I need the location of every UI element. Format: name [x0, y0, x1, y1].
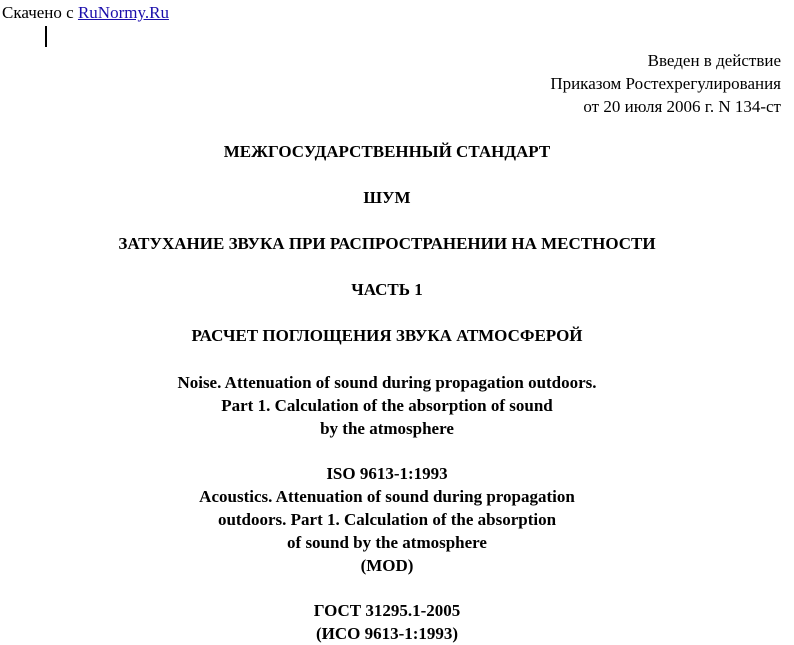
subject-heading: ЗАТУХАНИЕ ЗВУКА ПРИ РАСПРОСТРАНЕНИИ НА МЕСТНОСТИ: [118, 234, 656, 253]
runormy-link[interactable]: RuNormy.Ru: [77, 3, 169, 22]
iso-code: ISO 9613-1:1993: [326, 464, 448, 483]
iso-title-line-1: Acoustics. Attenuation of sound during propagation: [199, 487, 575, 506]
english-title-line-3: by the atmosphere: [320, 419, 454, 438]
gost-block: [0, 599, 784, 645]
topic-heading: ШУМ: [363, 188, 411, 207]
text-cursor: [45, 26, 47, 47]
source-prefix: Скачено с: [2, 3, 78, 22]
enactment-line-3: от 20 июля 2006 г. N 134-ст: [583, 97, 781, 116]
iso-title-line-3: of sound by the atmosphere: [287, 533, 487, 552]
english-title-block: [0, 371, 784, 440]
enactment-note: [550, 49, 781, 118]
english-title-line-2: Part 1. Calculation of the absorption of sound: [221, 396, 553, 415]
english-title-line-1: Noise. Attenuation of sound during propagation outdoors.: [177, 373, 597, 392]
standard-type-heading: МЕЖГОСУДАРСТВЕННЫЙ СТАНДАРТ: [223, 142, 551, 161]
enactment-line-2: Приказом Ростехрегулирования: [550, 74, 781, 93]
calculation-heading: РАСЧЕТ ПОГЛОЩЕНИЯ ЗВУКА АТМОСФЕРОЙ: [191, 326, 583, 345]
iso-title-line-2: outdoors. Part 1. Calculation of the absorption: [217, 510, 557, 529]
enactment-line-1: Введен в действие: [647, 51, 781, 70]
gost-code: ГОСТ 31295.1-2005: [313, 601, 461, 620]
part-heading: ЧАСТЬ 1: [351, 280, 423, 299]
iso-block: [0, 462, 784, 577]
gost-iso-ref: (ИСО 9613-1:1993): [315, 624, 459, 643]
source-note: [2, 3, 169, 23]
iso-mod: (MOD): [360, 556, 414, 575]
